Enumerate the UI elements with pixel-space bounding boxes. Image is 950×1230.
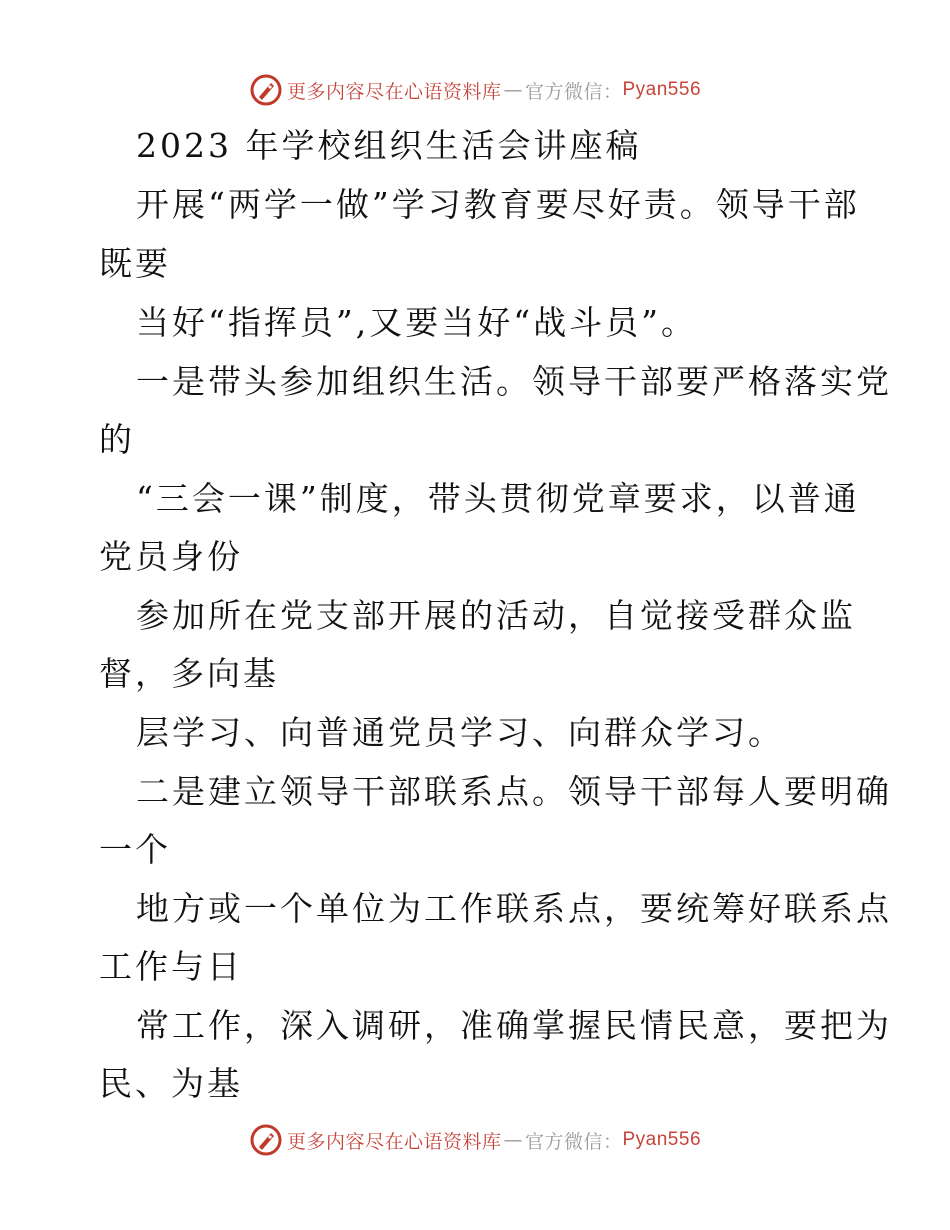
text-line: 督，多向基: [99, 654, 279, 693]
watermark-label: 官方微信：: [524, 80, 623, 103]
text-line: “三会一课”制度，带头贯彻党章要求，以普通: [136, 479, 860, 518]
text-line: 二是建立领导干部联系点。领导干部每人要明确: [136, 772, 892, 811]
watermark-id: Pyan556: [622, 1129, 702, 1150]
text-line: 参加所在党支部开展的活动，自觉接受群众监: [136, 596, 856, 635]
text-line: 常工作，深入调研，准确掌握民情民意，要把为: [136, 1006, 892, 1045]
watermark-dash: —: [503, 1129, 523, 1151]
pen-nib-logo-icon: [249, 1123, 283, 1157]
text-line: 民、为基: [99, 1064, 243, 1103]
watermark-dash: —: [503, 79, 523, 101]
watermark-main-text: 更多内容尽在心语资料库: [286, 80, 502, 103]
document-title: 2023 年学校组织生活会讲座稿: [136, 126, 642, 165]
watermark-label: 官方微信：: [524, 1130, 623, 1153]
text-line: 党员身份: [99, 537, 243, 576]
text-line: 层学习、向普通党员学习、向群众学习。: [136, 713, 784, 752]
header-watermark: [0, 70, 950, 110]
text-line: 工作与日: [99, 947, 243, 986]
watermark-main-text: 更多内容尽在心语资料库: [286, 1130, 502, 1153]
text-line: 既要: [99, 244, 171, 283]
footer-watermark: [0, 1120, 950, 1160]
text-line: 一个: [99, 830, 171, 869]
text-line: 当好“指挥员”,又要当好“战斗员”。: [136, 303, 697, 342]
text-line: 一是带头参加组织生活。领导干部要严格落实党: [136, 362, 892, 401]
text-line: 的: [99, 420, 135, 459]
text-line: 开展“两学一做”学习教育要尽好责。领导干部: [136, 185, 860, 224]
watermark-id: Pyan556: [622, 79, 702, 100]
pen-nib-logo-icon: [249, 73, 283, 107]
text-line: 地方或一个单位为工作联系点，要统筹好联系点: [136, 889, 892, 928]
